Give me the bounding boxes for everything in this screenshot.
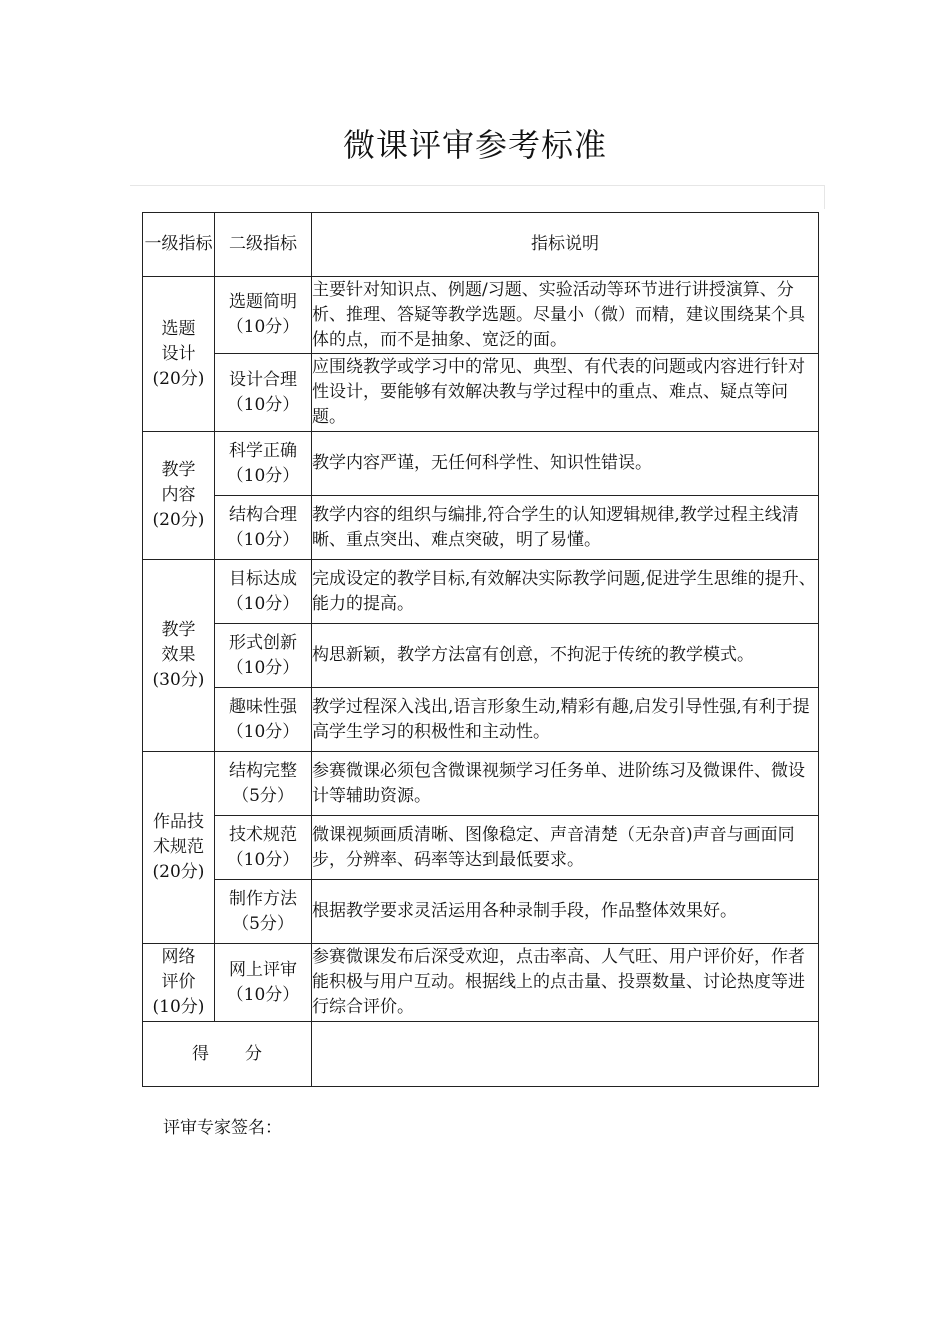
page-title: 微课评审参考标准 [342,126,607,164]
table-row [143,560,819,624]
header-level1: 一级指标 [143,213,215,277]
item-name: 科学正确 （10分） [215,432,312,496]
table-row [143,432,819,496]
header-desc: 指标说明 [312,213,819,277]
table-row [143,688,819,752]
item-desc: 教学内容严谨，无任何科学性、知识性错误。 [312,432,819,496]
item-name: 结构完整 （5分） [215,752,312,816]
signature-label: 评审专家签名： [163,1118,282,1138]
table-row [143,354,819,432]
item-desc: 主要针对知识点、例题/习题、实验活动等环节进行讲授演算、分析、推理、答疑等教学选题。尽量小（微）而精，建议围绕某个具体的点，而不是抽象、宽泛的面。 [312,277,819,354]
criteria-table [142,212,819,1087]
item-name: 形式创新 （10分） [215,624,312,688]
score-value-cell[interactable] [312,1022,819,1087]
table-row [143,277,819,354]
table-row [143,752,819,816]
item-name: 选题简明 （10分） [215,277,312,354]
table-row [143,624,819,688]
table-row [143,944,819,1022]
item-name: 设计合理 （10分） [215,354,312,432]
header-level2: 二级指标 [215,213,312,277]
item-desc: 构思新颖，教学方法富有创意，不拘泥于传统的教学模式。 [312,624,819,688]
item-name: 技术规范 （10分） [215,816,312,880]
group-name: 网络 评价 (10分) [143,944,215,1022]
item-desc: 微课视频画质清晰、图像稳定、声音清楚（无杂音)声音与画面同步，分辨率、码率等达到最低要求。 [312,816,819,880]
group-name: 教学 内容 (20分) [143,432,215,560]
header-rule [130,185,825,209]
item-desc: 参赛微课发布后深受欢迎，点击率高、人气旺、用户评价好，作者能积极与用户互动。根据线上的点击量、投票数量、讨论热度等进行综合评价。 [312,944,819,1022]
score-row [143,1022,819,1087]
group-name: 作品技 术规范 (20分) [143,752,215,944]
table-row [143,816,819,880]
item-desc: 教学内容的组织与编排,符合学生的认知逻辑规律,教学过程主线清晰、重点突出、难点突破，明了易懂。 [312,496,819,560]
table-row [143,496,819,560]
item-desc: 教学过程深入浅出,语言形象生动,精彩有趣,启发引导性强,有利于提高学生学习的积极性和主动性。 [312,688,819,752]
table-header-row [143,213,819,277]
item-name: 结构合理 （10分） [215,496,312,560]
group-name: 教学 效果 (30分) [143,560,215,752]
score-label: 得 分 [143,1022,312,1087]
group-name: 选题 设计 (20分) [143,277,215,432]
item-desc: 完成设定的教学目标,有效解决实际教学问题,促进学生思维的提升、能力的提高。 [312,560,819,624]
item-desc: 参赛微课必须包含微课视频学习任务单、进阶练习及微课件、微设计等辅助资源。 [312,752,819,816]
table-row [143,880,819,944]
item-name: 趣味性强 （10分） [215,688,312,752]
item-name: 制作方法 （5分） [215,880,312,944]
item-desc: 根据教学要求灵活运用各种录制手段，作品整体效果好。 [312,880,819,944]
item-name: 目标达成 （10分） [215,560,312,624]
item-name: 网上评审 （10分） [215,944,312,1022]
item-desc: 应围绕教学或学习中的常见、典型、有代表的问题或内容进行针对性设计，要能够有效解决教与学过程中的重点、难点、疑点等问题。 [312,354,819,432]
